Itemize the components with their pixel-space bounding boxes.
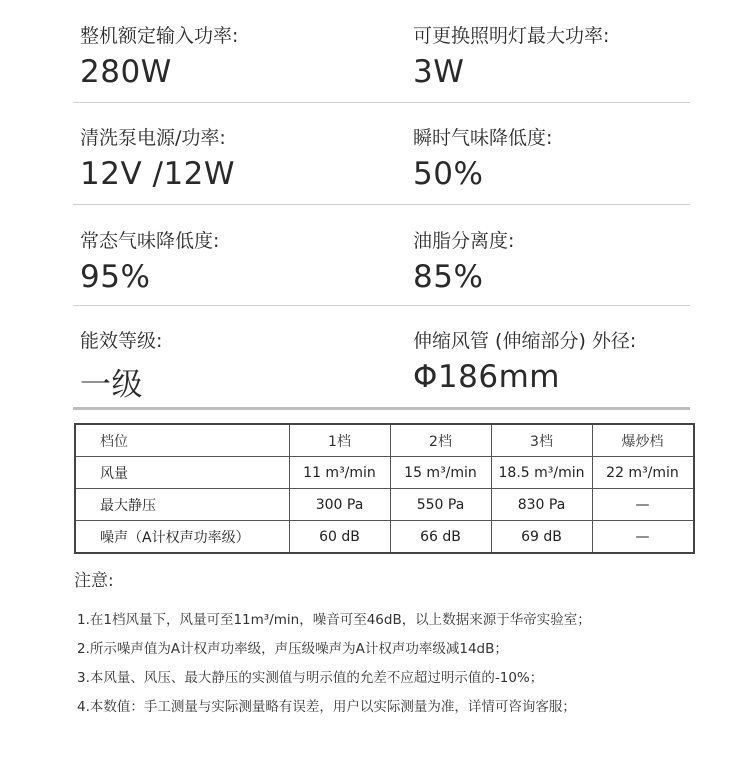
spec-row bbox=[73, 306, 690, 410]
spec-duct-diameter bbox=[413, 306, 636, 395]
table-cell: 最大静压 bbox=[75, 489, 289, 521]
spec-value: 3W bbox=[413, 54, 465, 90]
table-row bbox=[75, 489, 694, 521]
spec-label: 油脂分离度: bbox=[413, 230, 515, 252]
table-cell: 69 dB bbox=[491, 521, 592, 554]
notes-list bbox=[77, 606, 591, 722]
table-cell: 830 Pa bbox=[491, 489, 592, 521]
spec-label: 整机额定输入功率: bbox=[80, 25, 239, 47]
note-item: 3.本风量、风压、最大静压的实测值与明示值的允差不应超过明示值的-10%； bbox=[77, 670, 544, 686]
spec-label: 伸缩风管 (伸缩部分) 外径: bbox=[413, 330, 637, 352]
table-cell: 噪声（A计权声功率级） bbox=[75, 521, 289, 554]
table-header-row bbox=[75, 424, 694, 457]
spec-label: 可更换照明灯最大功率: bbox=[413, 25, 610, 47]
spec-grease-separation bbox=[413, 205, 514, 295]
note-item: 1.在1档风量下，风量可至11m³/min，噪音可至46dB，以上数据来源于华帝实验室； bbox=[77, 612, 591, 628]
notes-title: 注意: bbox=[74, 571, 114, 591]
table-cell: — bbox=[592, 521, 694, 554]
spec-rated-input-power bbox=[80, 0, 238, 90]
table-header-cell: 2档 bbox=[390, 424, 491, 457]
table-header-cell: 档位 bbox=[75, 424, 289, 457]
table-row bbox=[75, 457, 694, 489]
spec-label: 能效等级: bbox=[80, 330, 163, 352]
spec-value: 50% bbox=[413, 156, 484, 192]
table-header-cell: 爆炒档 bbox=[592, 424, 694, 457]
spec-row bbox=[73, 205, 690, 306]
spec-instant-odor-reduction bbox=[413, 103, 552, 192]
spec-lamp-max-power bbox=[413, 0, 609, 90]
note-item: 2.所示噪声值为A计权声功率级，声压级噪声为A计权声功率级减14dB； bbox=[77, 641, 508, 657]
table-cell: 550 Pa bbox=[390, 489, 491, 521]
spec-row bbox=[73, 103, 690, 205]
table-header-cell: 3档 bbox=[491, 424, 592, 457]
table-cell: — bbox=[592, 489, 694, 521]
spec-row bbox=[73, 0, 690, 103]
spec-value: Φ186mm bbox=[413, 359, 560, 395]
spec-label: 清洗泵电源/功率: bbox=[80, 127, 226, 149]
spec-value: 12V /12W bbox=[80, 156, 236, 192]
table-cell: 60 dB bbox=[289, 521, 390, 554]
spec-value: 95% bbox=[80, 259, 151, 295]
table-cell: 风量 bbox=[75, 457, 289, 489]
performance-table bbox=[74, 423, 695, 554]
spec-label: 瞬时气味降低度: bbox=[413, 127, 553, 149]
table-cell: 18.5 m³/min bbox=[491, 457, 592, 489]
spec-value: 一级 bbox=[80, 367, 143, 403]
spec-value: 280W bbox=[80, 54, 172, 90]
spec-value: 85% bbox=[413, 259, 484, 295]
table-row bbox=[75, 521, 694, 554]
table-cell: 66 dB bbox=[390, 521, 491, 554]
table-cell: 300 Pa bbox=[289, 489, 390, 521]
table-cell: 22 m³/min bbox=[592, 457, 694, 489]
spec-pump-power bbox=[80, 103, 235, 192]
spec-label: 常态气味降低度: bbox=[80, 230, 220, 252]
table-cell: 15 m³/min bbox=[390, 457, 491, 489]
spec-steady-odor-reduction bbox=[80, 205, 219, 295]
spec-energy-grade bbox=[80, 306, 162, 404]
table-header-cell: 1档 bbox=[289, 424, 390, 457]
table-cell: 11 m³/min bbox=[289, 457, 390, 489]
note-item: 4.本数值：手工测量与实际测量略有误差，用户以实际测量为准，详情可咨询客服； bbox=[77, 699, 576, 715]
spec-grid bbox=[73, 0, 690, 410]
